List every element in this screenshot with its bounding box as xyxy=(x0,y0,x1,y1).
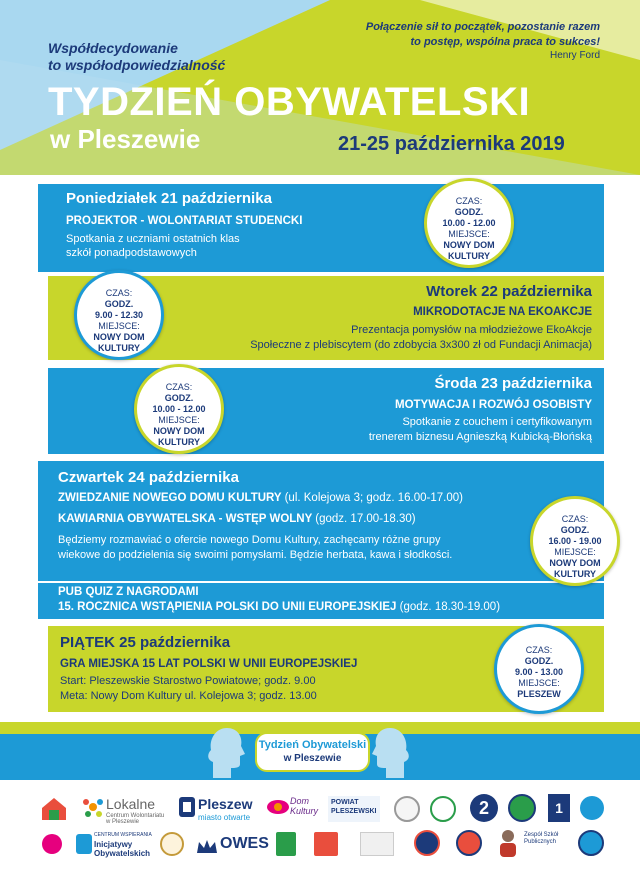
time-prefix: GODZ. xyxy=(524,656,554,666)
monday-day: Poniedziałek 21 października xyxy=(66,190,272,207)
lokalne-logo-icon xyxy=(82,796,104,818)
head-silhouette-left-icon xyxy=(205,720,245,780)
time-label: CZAS: xyxy=(105,288,133,298)
place-value: NOWY DOM xyxy=(443,240,495,250)
place-value: NOWY DOM xyxy=(153,426,205,436)
zespol-logo-text: Zespół Szkół Publicznych xyxy=(524,832,559,845)
dom-kultury-logo-text: Dom Kultury xyxy=(290,796,319,816)
badge-line1: Tydzień Obywatelski xyxy=(258,739,367,751)
wednesday-time-badge xyxy=(134,364,224,454)
school-logo-icon xyxy=(430,796,456,822)
quote-line1: Połączenie sił to początek, pozostanie razem xyxy=(365,21,600,33)
powiat-logo xyxy=(328,796,380,822)
thursday-title2 xyxy=(58,513,416,525)
eye-logo-icon xyxy=(266,798,290,816)
time-value: 16.00 - 19.00 xyxy=(548,536,602,546)
monday-title: PROJEKTOR - WOLONTARIAT STUDENCKI xyxy=(66,215,303,227)
friday-time-badge xyxy=(494,624,584,714)
head-silhouette-right-icon xyxy=(372,720,412,780)
monday-desc2: szkół ponadpodstawowych xyxy=(66,247,197,259)
lokalne-logo-text: Lokalne xyxy=(106,796,156,812)
quote-author: Henry Ford xyxy=(549,50,600,61)
wednesday-desc2: trenerem biznesu Agnieszką Kubicką-Błońską xyxy=(368,431,592,443)
pleszew-logo-text: Pleszew xyxy=(198,796,253,812)
powiat-logo-text: POWIAT PLESZEWSKI xyxy=(331,799,377,815)
place-value-2: KULTURY xyxy=(158,437,200,447)
blue-seal-logo-icon xyxy=(580,796,604,820)
thursday-title1 xyxy=(58,492,463,504)
foundation-logo-icon xyxy=(360,832,394,856)
pub-quiz-title: PUB QUIZ Z NAGRODAMI xyxy=(58,586,199,598)
lokalne-logo-subtext: Centrum Wolontariatu w Pleszewie xyxy=(106,813,165,825)
thursday-desc2: wiekowe do podzielenia się swoimi pomysłami. Będzie herbata, kawa i słodkości. xyxy=(58,549,453,561)
place-value: NOWY DOM xyxy=(549,558,601,568)
time-value: 9.00 - 13.00 xyxy=(514,667,564,677)
wednesday-desc1: Spotkanie z couchem i certyfikowanym xyxy=(402,416,592,428)
wednesday-day: Środa 23 października xyxy=(434,375,592,392)
pleszew-logo-subtext: miasto otwarte xyxy=(198,813,251,822)
motto-line1: Współdecydowanie xyxy=(48,40,178,56)
seal-logo-icon xyxy=(394,796,420,822)
school-one-logo-icon: 1 xyxy=(548,794,570,822)
school-two-logo-icon: 2 xyxy=(470,794,498,822)
place-value-2: KULTURY xyxy=(554,569,596,579)
thursday-title2-text: KAWIARNIA OBYWATELSKA - WSTĘP WOLNY xyxy=(58,513,313,525)
crown-logo-icon xyxy=(196,838,218,854)
green-leaf-logo-icon xyxy=(276,832,296,856)
tuesday-desc2: Społeczne z plebiscytem (do zdobycia 3x300 zł od Fundacji Animacja) xyxy=(250,339,592,351)
time-prefix: GODZ. xyxy=(454,207,484,217)
pub-quiz-info: (godz. 18.30-19.00) xyxy=(399,601,501,613)
friday-day: PIĄTEK 25 października xyxy=(60,634,231,651)
pleszew-logo-icon xyxy=(178,796,196,818)
tuesday-desc1: Prezentacja pomysłów na młodzieżowe EkoAkcje xyxy=(351,324,592,336)
friday-title: GRA MIEJSKA 15 LAT POLSKI W UNII EUROPEJSKIEJ xyxy=(60,658,358,670)
hand-logo-icon xyxy=(76,834,92,854)
thursday-desc1: Będziemy rozmawiać o ofercie nowego Domu Kultury, zachęcamy różne grupy xyxy=(58,534,441,546)
place-value: PLESZEW xyxy=(517,689,561,699)
pub-quiz-band xyxy=(38,583,604,619)
partner-logos xyxy=(0,788,640,881)
monday-desc1: Spotkania z uczniami ostatnich klas xyxy=(66,233,240,245)
place-value: NOWY DOM xyxy=(93,332,145,342)
time-label: CZAS: xyxy=(165,382,193,392)
pub-quiz-subtitle-text: 15. ROCZNICA WSTĄPIENIA POLSKI DO UNII EUROPEJSKIEJ xyxy=(58,601,397,613)
red-logo-icon xyxy=(314,832,338,856)
thursday-band xyxy=(38,461,604,581)
place-label: MIEJSCE: xyxy=(518,678,560,688)
place-value-2: KULTURY xyxy=(448,251,490,261)
inicjatywy-logo-subtext: CENTRUM WSPIERANIA xyxy=(94,832,152,838)
tuesday-title: MIKRODOTACJE NA EKOAKCJE xyxy=(413,306,592,318)
quote xyxy=(340,20,600,50)
blue-crest-logo-icon xyxy=(578,830,604,856)
time-label: CZAS: xyxy=(561,514,589,524)
motto xyxy=(48,40,225,74)
monday-band xyxy=(38,184,604,272)
thursday-time-badge xyxy=(530,496,620,586)
time-value: 10.00 - 12.00 xyxy=(152,404,206,414)
friday-desc2: Meta: Nowy Dom Kultury ul. Kolejowa 3; godz. 13.00 xyxy=(60,690,317,702)
time-label: CZAS: xyxy=(525,645,553,655)
time-value: 9.00 - 12.30 xyxy=(94,310,144,320)
green-seal-logo-icon xyxy=(508,794,536,822)
page-title: TYDZIEŃ OBYWATELSKI xyxy=(48,80,531,124)
motto-line2: to współodpowiedzialność xyxy=(48,57,226,73)
place-label: MIEJSCE: xyxy=(448,229,490,239)
place-label: MIEJSCE: xyxy=(158,415,200,425)
thursday-title1-text: ZWIEDZANIE NOWEGO DOMU KULTURY xyxy=(58,492,282,504)
crest-logo-icon xyxy=(160,832,184,856)
time-value: 10.00 - 12.00 xyxy=(442,218,496,228)
badge-line2: w Pleszewie xyxy=(283,753,342,764)
sports-logo-icon xyxy=(414,830,440,856)
owes-logo-text: OWES xyxy=(220,835,269,852)
tuesday-time-badge xyxy=(74,270,164,360)
event-badge xyxy=(255,732,370,772)
animacja-logo-icon xyxy=(42,834,62,854)
wednesday-band xyxy=(48,368,604,454)
friday-desc1: Start: Pleszewskie Starostwo Powiatowe; godz. 9.00 xyxy=(60,675,316,687)
time-prefix: GODZ. xyxy=(104,299,134,309)
red-seal-logo-icon xyxy=(456,830,482,856)
monday-time-badge xyxy=(424,178,514,268)
thursday-title2-info: (godz. 17.00-18.30) xyxy=(315,513,416,525)
inicjatywy-logo-text: Inicjatywy Obywatelskich xyxy=(94,840,151,858)
quote-line2: to postęp, wspólna praca to sukces! xyxy=(410,36,600,48)
pub-quiz-subtitle xyxy=(58,601,500,613)
wednesday-title: MOTYWACJA I ROZWÓJ OSOBISTY xyxy=(395,399,592,411)
place-label: MIEJSCE: xyxy=(554,547,596,557)
event-dates: 21-25 października 2019 xyxy=(338,133,565,155)
house-logo-icon xyxy=(40,796,68,822)
tuesday-day: Wtorek 22 października xyxy=(426,283,592,300)
place-value-2: KULTURY xyxy=(98,343,140,353)
time-prefix: GODZ. xyxy=(560,525,590,535)
thursday-title1-info: (ul. Kolejowa 3; godz. 16.00-17.00) xyxy=(284,492,463,504)
time-prefix: GODZ. xyxy=(164,393,194,403)
thursday-day: Czwartek 24 października xyxy=(58,469,239,486)
place-label: MIEJSCE: xyxy=(98,321,140,331)
time-label: CZAS: xyxy=(455,196,483,206)
person-logo-icon xyxy=(496,828,520,858)
page-subtitle: w Pleszewie xyxy=(50,124,201,154)
